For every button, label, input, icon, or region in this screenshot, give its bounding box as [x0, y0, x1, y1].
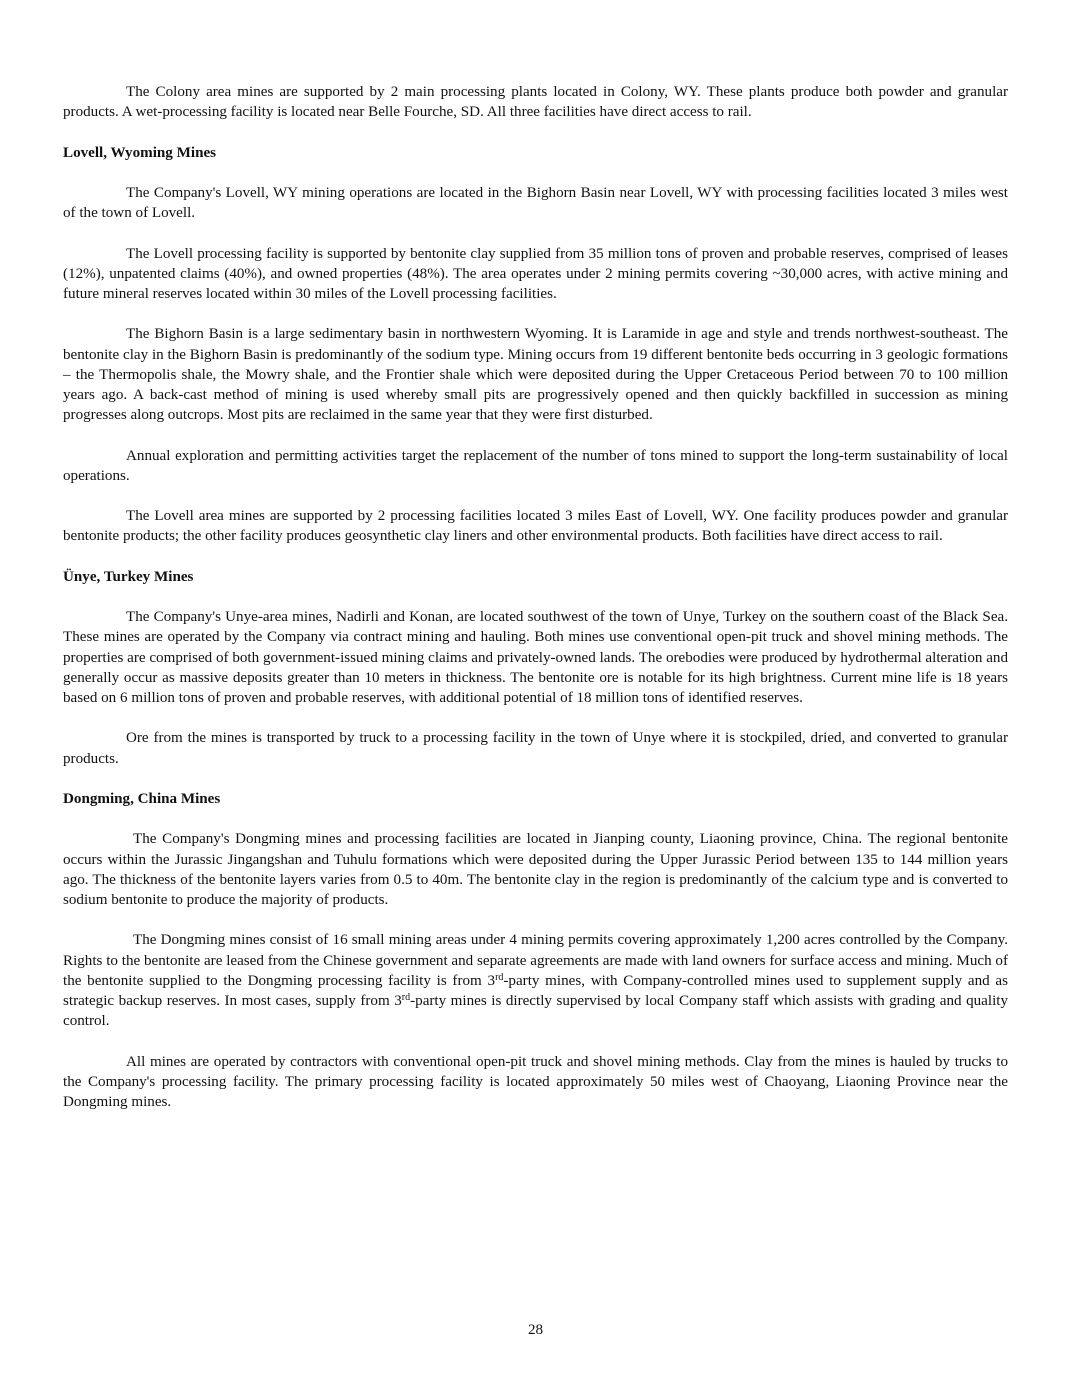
unye-transport-paragraph: Ore from the mines is transported by truck to a processing facility in the town of Unye where it is stockpiled, dried, and converted to granular products. — [63, 730, 1008, 767]
dongming-contractors-paragraph: All mines are operated by contractors with conventional open-pit truck and shovel mining methods. Clay from the mines is hauled by trucks to the Company's processing facility. The primary processing facility is located approximately 50 miles west of Chaoyang, Liaoning Province near the Dongming mines. — [63, 1053, 1008, 1110]
dongming-section-heading: Dongming, China Mines — [63, 790, 221, 807]
document-page — [63, 82, 1008, 1112]
lovell-processing-paragraph: The Lovell area mines are supported by 2 processing facilities located 3 miles East of Lovell, WY. One facility produces powder and granular bentonite products; the other facility produces geosynthetic clay liners and other environmental products. Both facilities have direct access to rail. — [63, 508, 1008, 545]
ordinal-suffix: rd — [401, 991, 411, 1003]
dongming-p2-text-b: -party mines, with Company-controlled mines used to supplement supply and as strategic backup reserves. In most cases, supply from 3 — [63, 972, 1008, 1009]
lovell-section-heading: Lovell, Wyoming Mines — [63, 144, 217, 161]
colony-processing-paragraph: The Colony area mines are supported by 2 main processing plants located in Colony, WY. These plants produce both powder and granular products. A wet-processing facility is located near Belle Fourche, SD. All three facilities have direct access to rail. — [63, 84, 1008, 121]
lovell-reserves-paragraph: The Lovell processing facility is supported by bentonite clay supplied from 35 million tons of proven and probable reserves, comprised of leases (12%), unpatented claims (40%), and owned properties (48%). The area operates under 2 mining permits covering ~30,000 acres, with active mining and future mineral reserves located within 30 miles of the Lovell processing facilities. — [63, 245, 1008, 302]
dongming-p2-text-a: The Dongming mines consist of 16 small mining areas under 4 mining permits covering approximately 1,200 acres controlled by the Company. Rights to the bentonite are leased from the Chinese government and separate agreements are made with land owners for surface access and mining. Much of the bentonite supplied to the Dongming processing facility is from 3 — [63, 932, 1008, 989]
ordinal-suffix: rd — [495, 971, 504, 983]
dongming-geology-paragraph: The Company's Dongming mines and processing facilities are located in Jianping county, Liaoning province, China. The regional bentonite occurs within the Jurassic Jingangshan and Tuhulu formations which were deposited during the Upper Jurassic Period between 135 to 144 million years ago. The thickness of the bentonite layers varies from 0.5 to 40m. The bentonite clay in the region is predominantly of the calcium type and is converted to sodium bentonite to produce the majority of products. — [63, 831, 1008, 908]
lovell-exploration-paragraph: Annual exploration and permitting activities target the replacement of the number of tons mined to support the long-term sustainability of local operations. — [63, 447, 1008, 484]
dongming-mining-areas-paragraph — [63, 930, 1008, 1031]
page-number: 28 — [527, 1322, 544, 1338]
unye-mines-paragraph: The Company's Unye-area mines, Nadirli and Konan, are located southwest of the town of Unye, Turkey on the southern coast of the Black Sea. These mines are operated by the Company via contract mining and hauling. Both mines use conventional open-pit truck and shovel mining methods. The properties are comprised of both government-issued mining claims and privately-owned lands. The orebodies were produced by hydrothermal alteration and generally occur as massive deposits greater than 10 meters in thickness. The bentonite ore is notable for its high brightness. Current mine life is 18 years based on 6 million tons of proven and probable reserves, with additional potential of 18 million tons of identified reserves. — [63, 609, 1008, 706]
unye-section-heading: Ünye, Turkey Mines — [63, 568, 194, 585]
dongming-p2-text-c: -party mines is directly supervised by local Company staff which assists with grading and quality control. — [63, 992, 1008, 1030]
lovell-geology-paragraph: The Bighorn Basin is a large sedimentary basin in northwestern Wyoming. It is Laramide in age and style and trends northwest-southeast. The bentonite clay in the Bighorn Basin is predominantly of the sodium type. Mining occurs from 19 different bentonite beds occurring in 3 geologic formations – the Thermopolis shale, the Mowry shale, and the Frontier shale which were deposited during the Upper Cretaceous Period between 70 to 100 million years ago. A back-cast method of mining is used whereby small pits are progressively opened and then quickly backfilled in succession as mining progresses along outcrops. Most pits are reclaimed in the same year that they were first disturbed. — [63, 326, 1008, 424]
lovell-location-paragraph: The Company's Lovell, WY mining operations are located in the Bighorn Basin near Lovell, WY with processing facilities located 3 miles west of the town of Lovell. — [63, 184, 1008, 222]
